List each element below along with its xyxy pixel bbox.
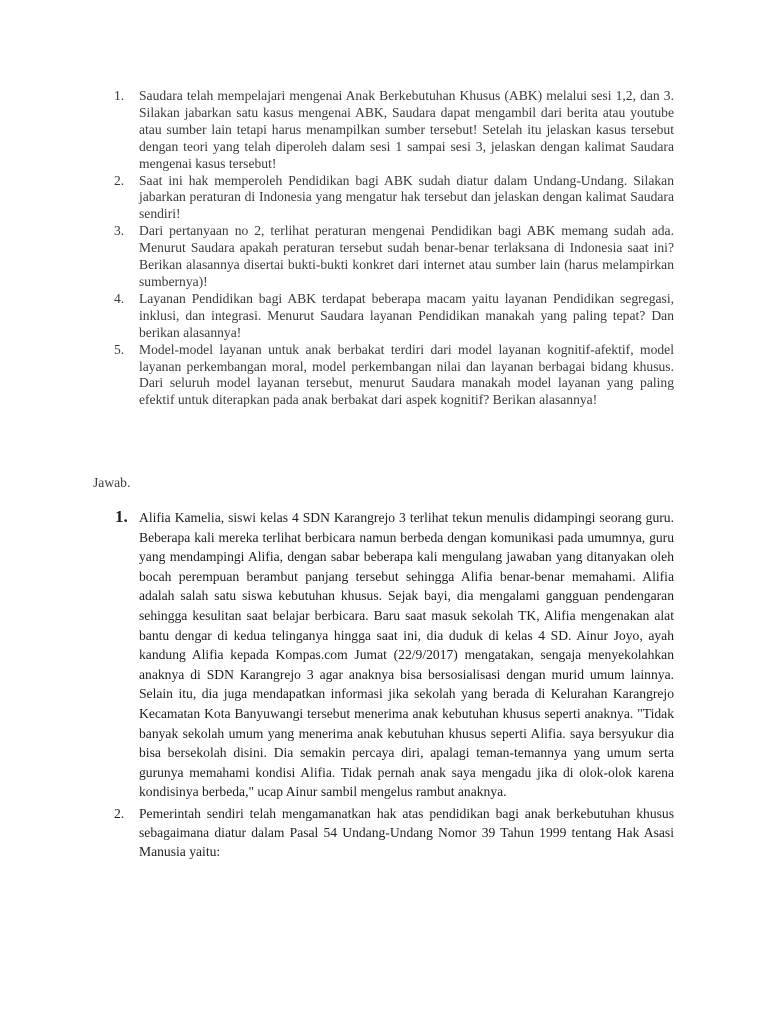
answer-heading: Jawab. <box>93 475 131 490</box>
question-number: 2. <box>114 172 125 188</box>
answer-number: 1. <box>115 507 128 526</box>
question-item <box>110 291 674 342</box>
answer-text: Pemerintah sendiri telah mengamanatkan hak atas pendidikan bagi anak berkebutuhan khusus sebagaimana diatur dalam Pasal 54 Undang-Undang Nomor 39 Tahun 1999 tentang Hak Asasi Manusia yaitu: <box>139 805 674 859</box>
question-item <box>110 342 674 410</box>
question-list <box>110 88 674 409</box>
question-number: 3. <box>114 223 125 239</box>
question-item <box>110 223 674 291</box>
answer-list <box>110 508 674 861</box>
answer-text: Alifia Kamelia, siswi kelas 4 SDN Karangrejo 3 terlihat tekun menulis didampingi seorang guru. Beberapa kali mereka terlihat berbicara namun berbeda dengan komunikasi pada umumnya, guru yang mendampingi Alifia, dengan sabar beberapa kali mengulang jawaban yang ditanyakan oleh bocah perempuan berambut panjang tersebut sehingga Alifia benar-benar memahami. Alifia adalah salah satu siswa kebutuhan khusus. Sejak bayi, dia mengalami gangguan pendengaran sehingga kesulitan saat belajar berbicara. Baru saat masuk sekolah TK, Alifia mengenakan alat bantu dengar di kedua telinganya hingga saat ini, dia duduk di kelas 4 SD. Ainur Joyo, ayah kandung Alifia kepada Kompas.com Jumat (22/9/2017) mengatakan, sengaja menyekolahkan anaknya di SDN Karangrejo 3 agar anaknya bisa bersosialisasi dengan murid umum lainnya. Selain itu, dia juga mendapatkan informasi jika sekolah yang berada di Kelurahan Karangrejo Kecamatan Kota Banyuwangi tersebut menerima anak kebutuhan khusus seperti anaknya. "Tidak banyak sekolah umum yang menerima anak kebutuhan khusus seperti Alifia. saya bersyukur dia bisa bersekolah disini. Dia semakin percaya diri, apalagi teman-temannya yang umum serta gurunya memahami kondisi Alifia. Tidak pernah anak saya mengadu jika di olok-olok karena kondisinya berbeda," ucap Ainur sambil mengelus rambut anaknya. <box>139 510 674 800</box>
question-item <box>110 173 674 224</box>
question-text: Model-model layanan untuk anak berbakat terdiri dari model layanan kognitif-afektif, model layanan perkembangan moral, model perkembangan nilai dan layanan berbagai bidang khusus. Dari seluruh model layanan tersebut, menurut Saudara manakah model layanan yang paling efektif untuk diterapkan pada anak berbakat dari aspek kognitif? Berikan alasannya! <box>139 341 674 408</box>
question-text: Saat ini hak memperoleh Pendidikan bagi ABK sudah diatur dalam Undang-Undang. Silakan jabarkan peraturan di Indonesia yang mengatur hak tersebut dan jelaskan dengan kalimat Saudara sendiri! <box>139 172 674 222</box>
question-number: 5. <box>114 341 125 357</box>
answer-number: 2. <box>114 805 125 821</box>
answer-item <box>110 508 674 802</box>
question-text: Dari pertanyaan no 2, terlihat peraturan mengenai Pendidikan bagi ABK memang sudah ada. Menurut Saudara apakah peraturan tersebut sudah benar-benar terlaksana di Indonesia saat ini? Berikan alasannya disertai bukti-bukti konkret dari internet atau sumber lain (harus melampirkan sumbernya)! <box>139 223 674 289</box>
question-number: 1. <box>114 88 125 103</box>
question-number: 4. <box>114 290 125 306</box>
question-text: Layanan Pendidikan bagi ABK terdapat beberapa macam yaitu layanan Pendidikan segregasi, inklusi, dan integrasi. Menurut Saudara layanan Pendidikan manakah yang paling tepat? Dan berikan alasannya! <box>139 290 674 340</box>
question-item <box>110 88 674 173</box>
question-text: Saudara telah mempelajari mengenai Anak Berkebutuhan Khusus (ABK) melalui sesi 1,2, dan 3. Silakan jabarkan satu kasus mengenai ABK, Saudara dapat mengambil dari berita atau youtube atau sumber lain tetapi harus menampilkan sumber tersebut! Setelah itu jelaskan kasus tersebut dengan teori yang telah diperoleh dalam sesi 1 sampai sesi 3, jelaskan dengan kalimat Saudara mengenai kasus tersebut! <box>139 88 674 171</box>
answer-item <box>110 804 674 861</box>
